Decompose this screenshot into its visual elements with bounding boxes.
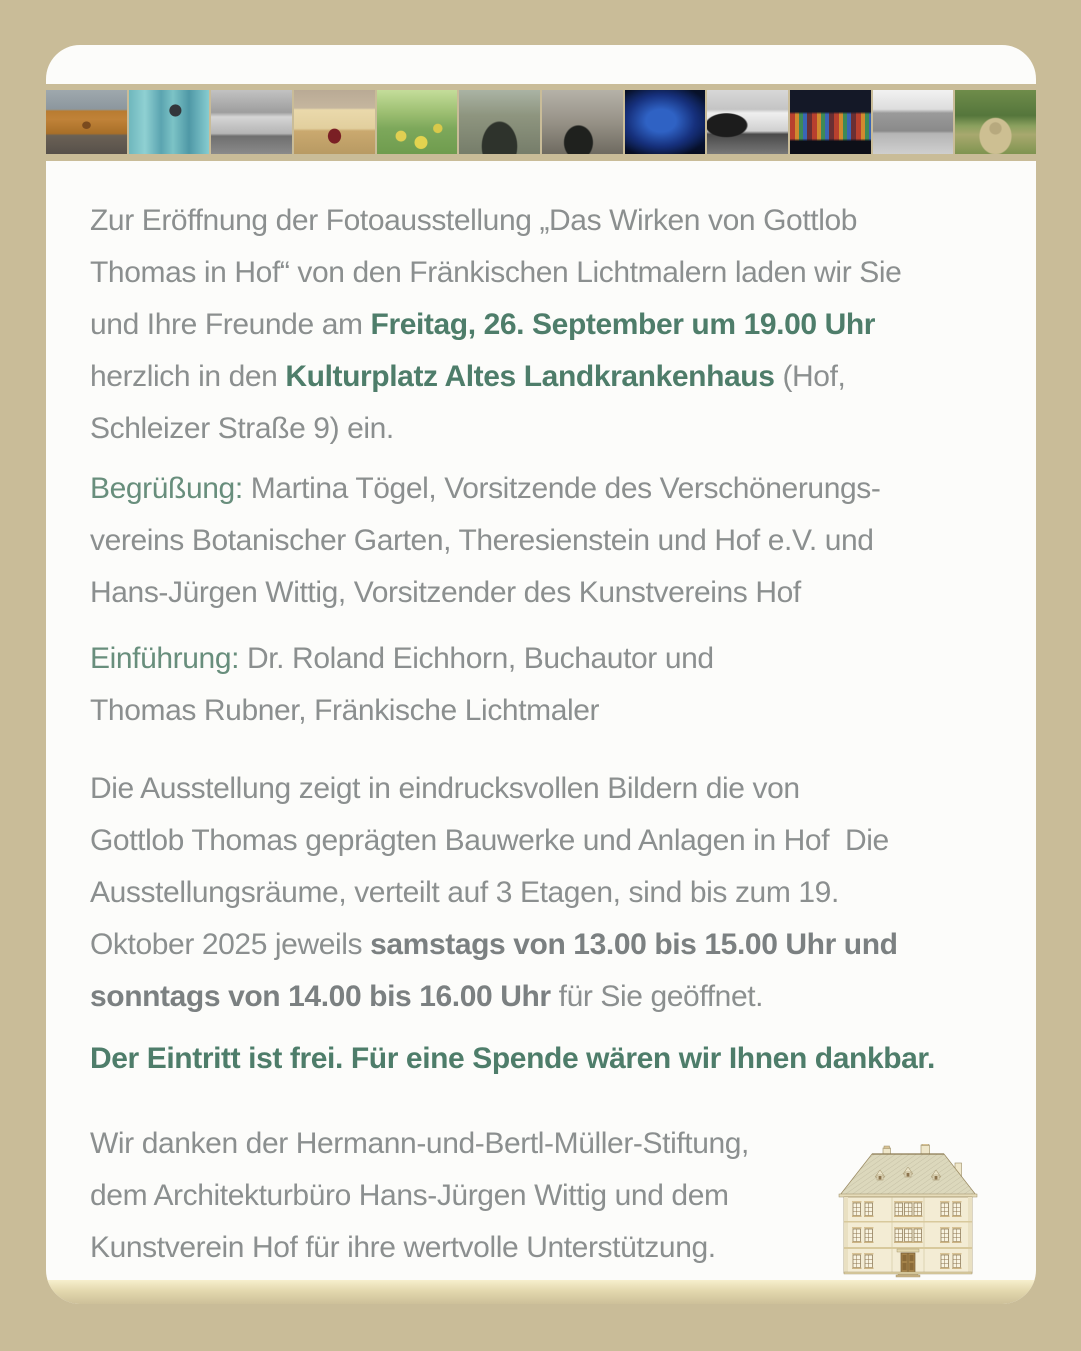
admission-notice: Der Eintritt ist frei. Für eine Spende wären wir Ihnen dankbar. — [90, 1042, 935, 1075]
greeting-line — [90, 463, 880, 515]
event-address: Schleizer Straße 9) ein. — [90, 412, 394, 445]
exhibition-line — [90, 815, 898, 867]
strip-photo-lit-windows-night — [790, 90, 871, 154]
exhibition-line — [90, 867, 898, 919]
introduction-line — [90, 685, 714, 737]
opening-hours-saturday: samstags von 13.00 bis 15.00 Uhr und — [370, 928, 898, 961]
photo-strip-row — [46, 90, 1036, 154]
thanks-line — [90, 1118, 749, 1170]
greeting-label: Begrüßung: — [90, 472, 243, 505]
exhibition-line — [90, 763, 898, 815]
introduction-text: Thomas Rubner, Fränkische Lichtmaler — [90, 694, 600, 727]
invitation-text: und Ihre Freunde am — [90, 308, 371, 341]
strip-photo-school-bw — [873, 90, 954, 154]
exhibition-paragraph — [90, 763, 898, 1023]
greeting-text: Martina Tögel, Vorsitzende des Verschönerungs- — [242, 472, 881, 505]
exhibition-text: Gottlob Thomas geprägten Bauwerke und Anlagen in Hof Die — [90, 824, 889, 857]
invitation-paragraph — [90, 195, 901, 455]
greeting-line — [90, 567, 880, 619]
greeting-text: Hans-Jürgen Wittig, Vorsitzender des Kunstvereins Hof — [90, 576, 801, 609]
invitation-line — [90, 195, 901, 247]
strip-photo-garden-flowers — [377, 90, 458, 154]
flyer-card — [46, 45, 1036, 1304]
invitation-text: herzlich in den — [90, 360, 286, 393]
admission-line — [90, 1033, 935, 1085]
event-date-time: Freitag, 26. September um 19.00 Uhr — [370, 308, 876, 341]
landkrankenhaus-building-illustration — [833, 1144, 983, 1286]
greeting-line — [90, 515, 880, 567]
thanks-text: dem Architekturbüro Hans-Jürgen Wittig und dem — [90, 1179, 729, 1212]
introduction-line — [90, 633, 714, 685]
exhibition-text: für Sie geöffnet. — [550, 980, 764, 1013]
invitation-line — [90, 299, 901, 351]
strip-photo-blue-night-building — [625, 90, 706, 154]
opening-hours-sunday: sonntags von 14.00 bis 16.00 Uhr — [90, 980, 551, 1013]
thanks-text: Kunstverein Hof für ihre wertvolle Unterstützung. — [90, 1231, 716, 1264]
invitation-line — [90, 351, 901, 403]
strip-photo-orange-villa — [46, 90, 127, 154]
invitation-text: (Hof, — [774, 360, 846, 393]
photo-strip — [46, 84, 1036, 161]
greeting-text: vereins Botanischer Garten, Theresienstein und Hof e.V. und — [90, 524, 874, 557]
greeting-paragraph — [90, 463, 880, 619]
invitation-text: Thomas in Hof“ von den Fränkischen Lichtmalern laden wir Sie — [90, 256, 902, 289]
strip-photo-cream-chapel — [294, 90, 375, 154]
exhibition-text: Die Ausstellung zeigt in eindrucksvollen Bildern die von — [90, 772, 800, 805]
strip-photo-historic-building-bw — [211, 90, 292, 154]
exhibition-line — [90, 971, 898, 1023]
thanks-paragraph — [90, 1118, 749, 1274]
exhibition-text: Oktober 2025 jeweils — [90, 928, 371, 961]
thanks-line — [90, 1222, 749, 1274]
invitation-line — [90, 247, 901, 299]
invitation-text: Zur Eröffnung der Fotoausstellung „Das Wirken von Gottlob — [90, 204, 858, 237]
introduction-label: Einführung: — [90, 642, 240, 675]
strip-photo-house-bw — [707, 90, 788, 154]
strip-photo-park-fountain — [955, 90, 1036, 154]
exhibition-text: Ausstellungsräume, verteilt auf 3 Etagen, sind bis zum 19. — [90, 876, 839, 909]
event-venue: Kulturplatz Altes Landkrankenhaus — [285, 360, 775, 393]
exhibition-line — [90, 919, 898, 971]
thanks-line — [90, 1170, 749, 1222]
invitation-line — [90, 403, 901, 455]
introduction-text: Dr. Roland Eichhorn, Buchautor und — [239, 642, 714, 675]
admission-paragraph — [90, 1033, 935, 1085]
thanks-text: Wir danken der Hermann-und-Bertl-Müller-Stiftung, — [90, 1127, 749, 1160]
strip-photo-stone-gate — [459, 90, 540, 154]
strip-photo-stone-tower — [542, 90, 623, 154]
introduction-paragraph — [90, 633, 714, 737]
strip-photo-turquoise-door — [129, 90, 210, 154]
